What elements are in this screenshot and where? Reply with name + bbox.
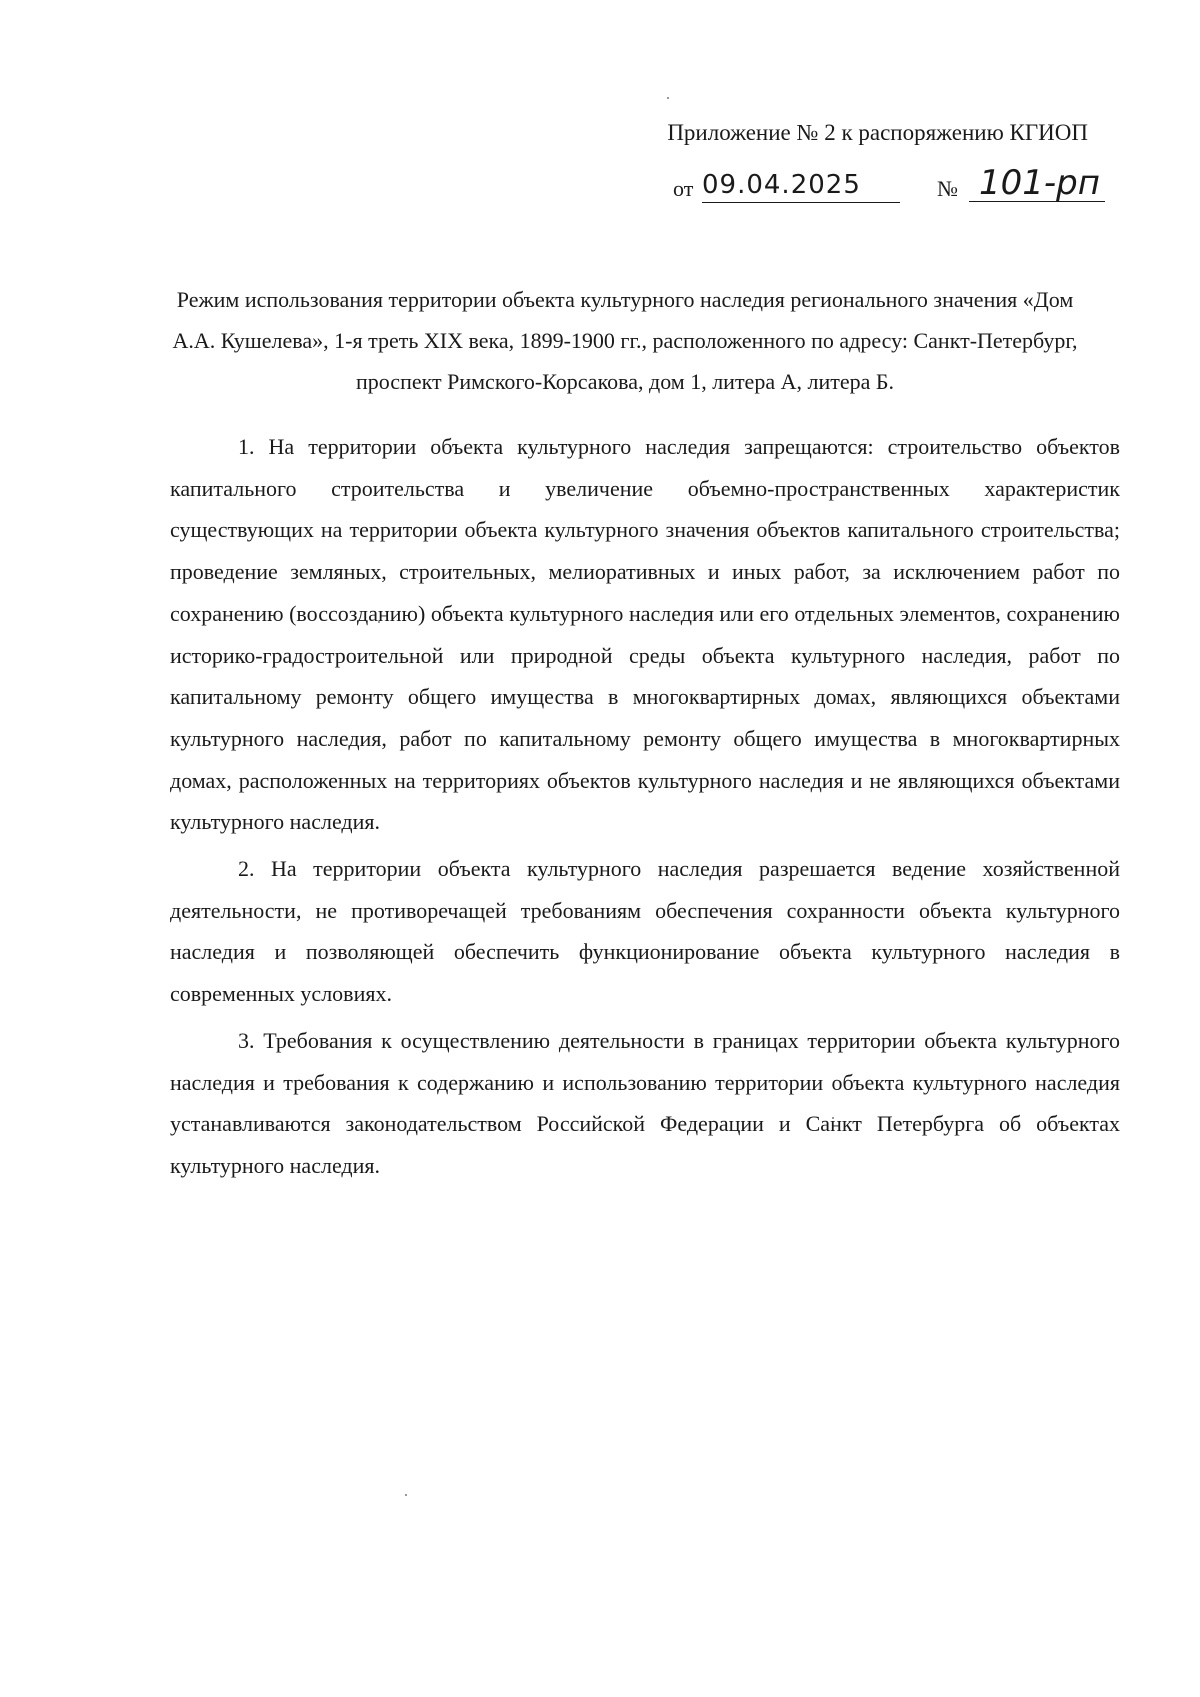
order-date-handwritten: 09.04.2025	[702, 170, 900, 203]
scan-speck	[405, 1494, 407, 1496]
appendix-header: Приложение № 2 к распоряжению КГИОП	[667, 120, 1088, 145]
paragraph-3: 3. Требования к осуществлению деятельности в границах территории объекта культурного наследия и требования к содержанию и использованию территории объекта культурного наследия устанавливаются законодательством Российской Федерации и Санкт Петербурга об объектах культурного наследия.	[170, 1027, 1120, 1178]
order-date-prefix: от	[673, 176, 694, 201]
paragraph-2: 2. На территории объекта культурного наследия разрешается ведение хозяйственной деятельности, не противоречащей требованиям обеспечения сохранности объекта культурного наследия и позволяющей обеспечить функционирование объекта культурного наследия в современных условиях.	[170, 856, 1120, 1007]
order-number-sign: №	[937, 176, 958, 201]
paragraph-1: 1. На территории объекта культурного наследия запрещаются: строительство объектов капитального строительства и увеличение объемно-пространственных характеристик существующих на территории объекта культурного значения объектов капитального строительства; проведение земляных, строительных, мелиоративных и иных работ, за исключением работ по сохранению (воссозданию) объекта культурного наследия или его отдельных элементов, сохранению историко-градостроительной или природной среды объекта культурного наследия, работ по капитальному ремонту общего имущества в многоквартирных домах, являющихся объектами культурного наследия, работ по капитальному ремонту общего имущества в многоквартирных домах, расположенных на территориях объектов культурного наследия и не являющихся объектами культурного наследия.	[170, 434, 1120, 835]
document-body	[170, 426, 1120, 1187]
order-number-handwritten: 101-рп	[969, 164, 1105, 202]
order-reference	[673, 163, 1113, 214]
scan-speck	[667, 97, 669, 99]
document-title: Режим использования территории объекта культурного наследия регионального значения «Дом А.А. Кушелева», 1-я треть XIX века, 1899-1900 гг., расположенного по адресу: Санкт-Петербург, проспект Римского-Корсакова, дом 1, литера А, литера Б.	[172, 287, 1078, 394]
